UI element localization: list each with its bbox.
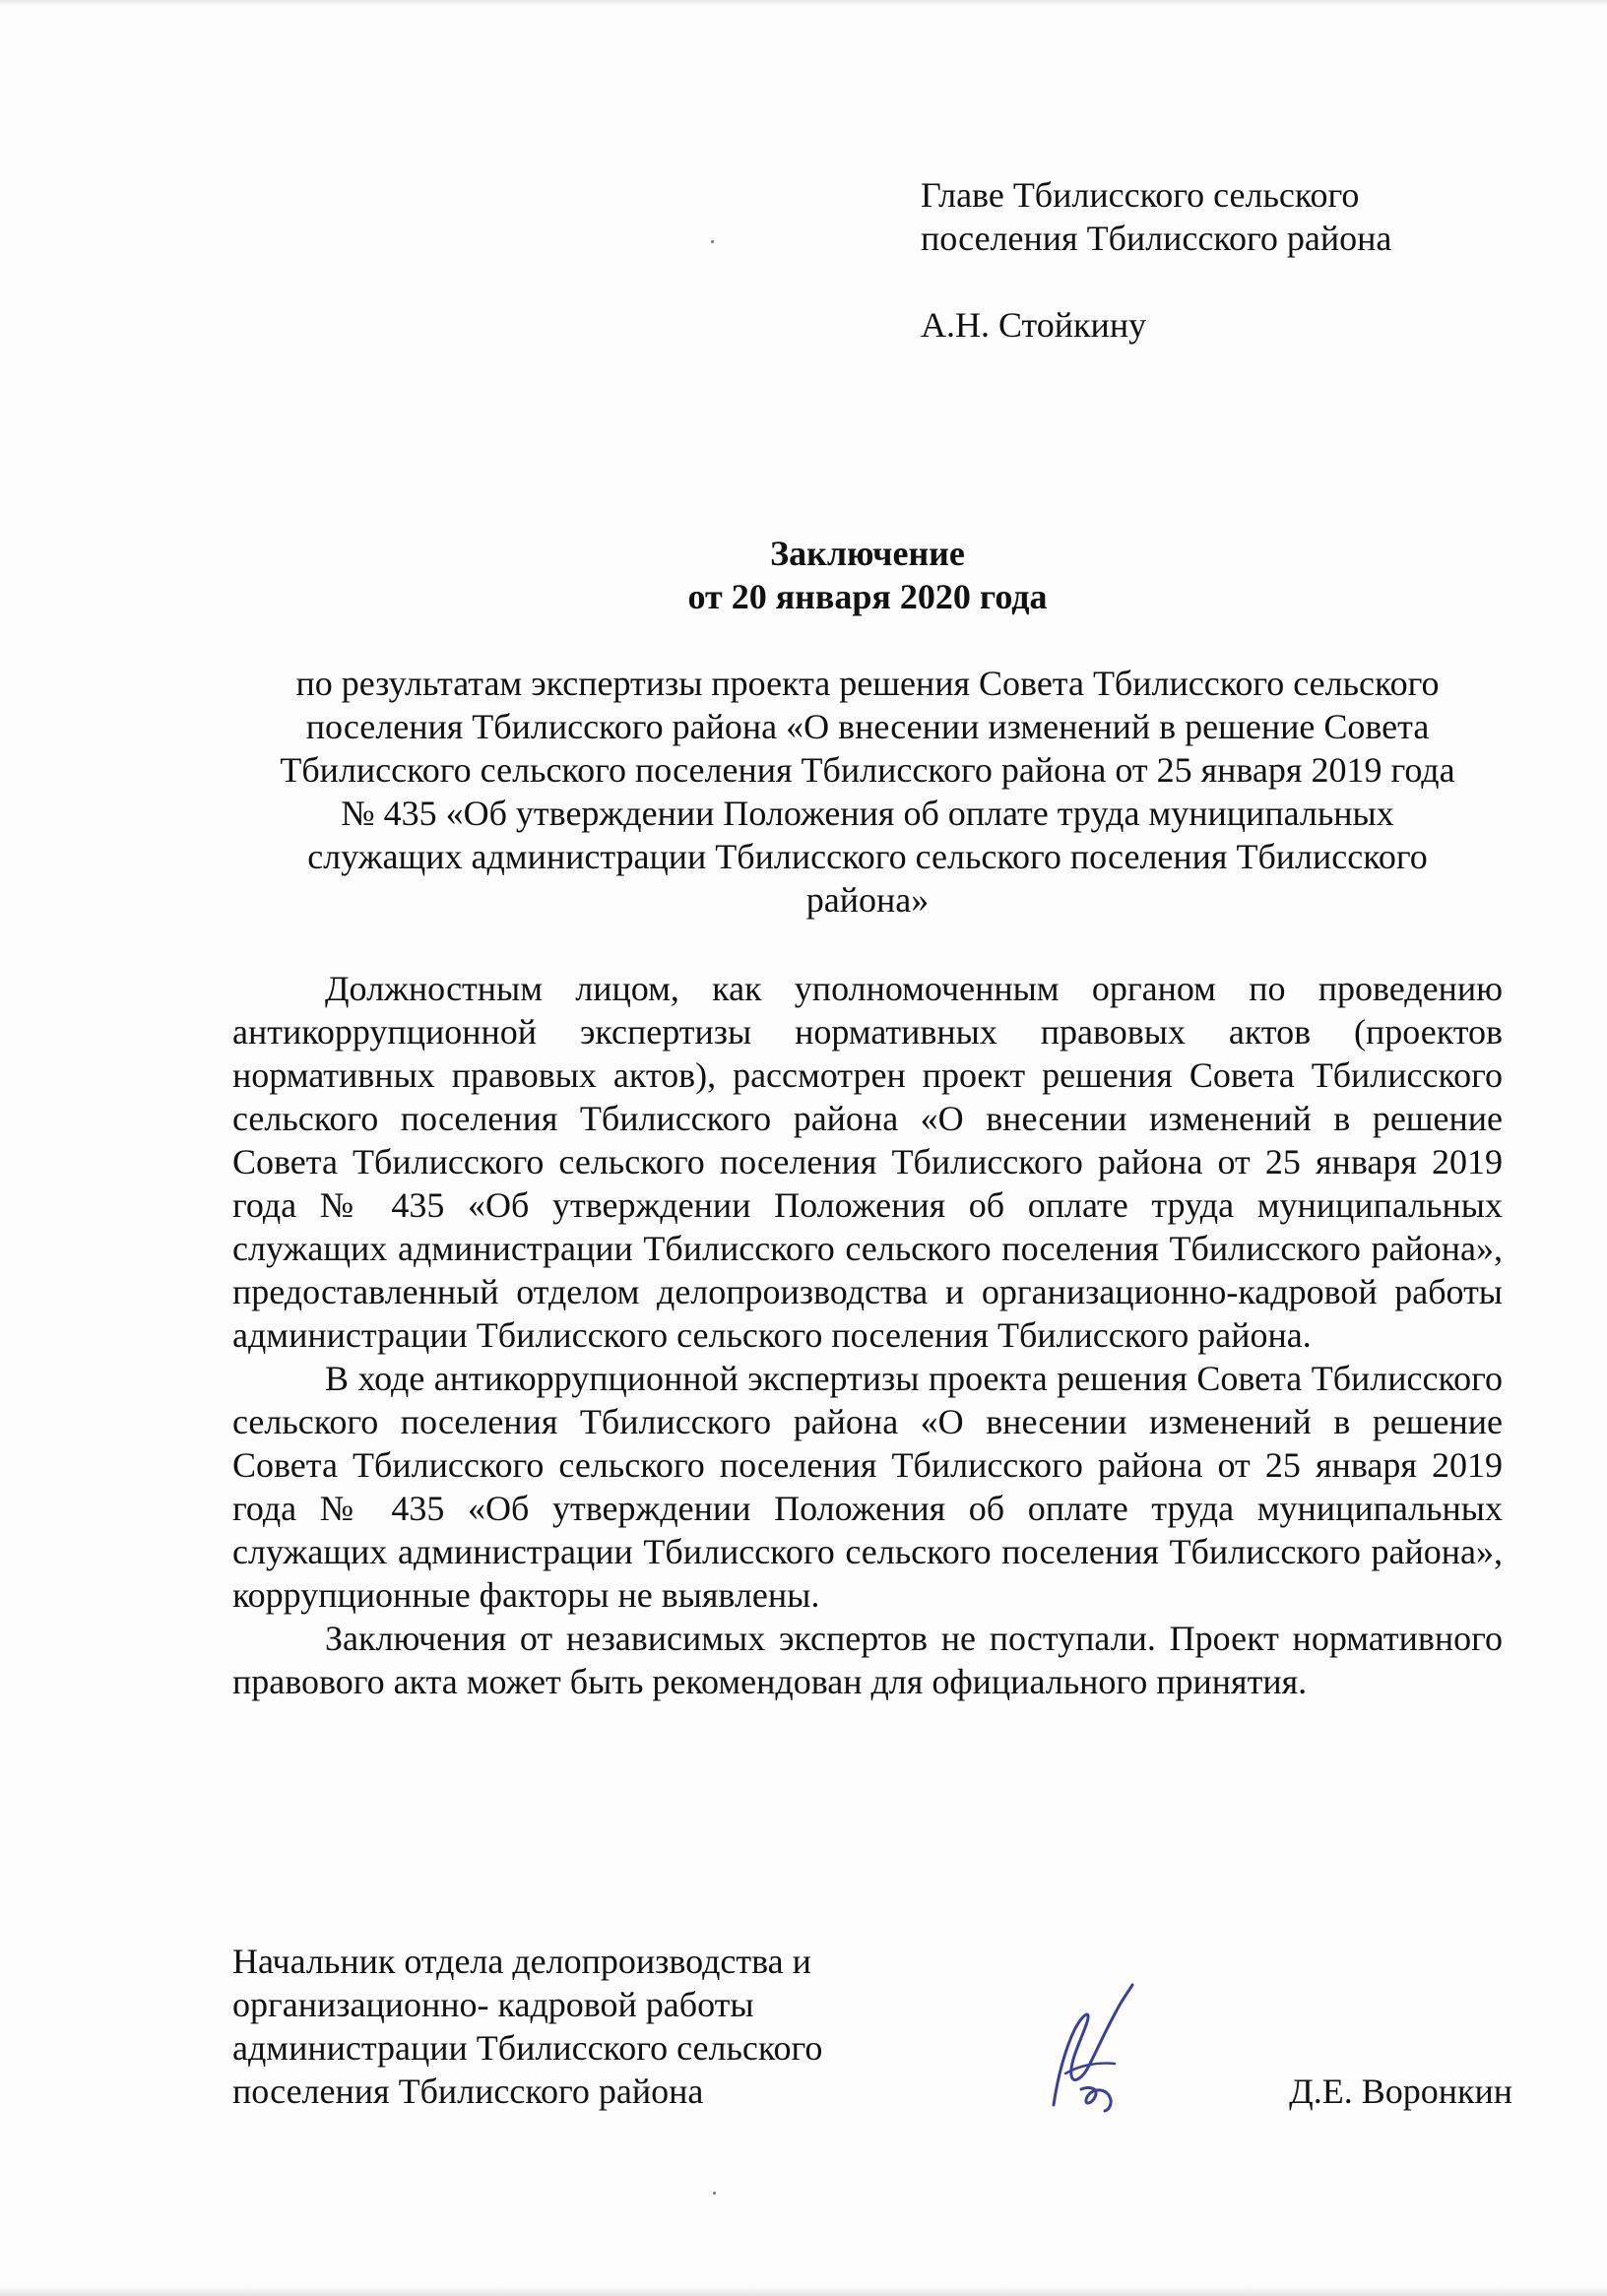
signer-position-line: администрации Тбилисского сельского: [232, 2028, 823, 2068]
subject-line: служащих администрации Тбилисского сельского поселения Тбилисского: [307, 837, 1428, 876]
addressee-block: [921, 173, 1531, 347]
document-subject: [232, 662, 1503, 922]
subject-line: района»: [805, 880, 930, 920]
signature-block: [232, 1940, 1512, 2137]
handwritten-signature: [1036, 1979, 1144, 2117]
addressee-name: А.Н. Стойкину: [921, 305, 1147, 345]
subject-line: по результатам экспертизы проекта решения Совета Тбилисского сельского: [295, 664, 1440, 703]
addressee-line: Главе Тбилисского сельского: [921, 175, 1360, 215]
subject-line: № 435 «Об утверждении Положения об оплате труда муниципальных: [341, 794, 1394, 833]
signer-name: Д.Е. Воронкин: [1289, 2072, 1512, 2111]
signature-stroke: [1054, 1985, 1132, 2105]
scan-speck: [711, 240, 714, 243]
scan-speck: [713, 2192, 716, 2195]
body-paragraph: В ходе антикоррупционной экспертизы проекта решения Совета Тбилисского сельского поселения Тбилисского района «О внесении изменений в решение Совета Тбилисского сельского поселения Тбилисского района от 25 января 2019 года № 435 «Об утверждении Положения об оплате труда муниципальных служащих администрации Тбилисского сельского поселения Тбилисского района», коррупционные факторы не выявлены.: [232, 1359, 1503, 1615]
signer-position-line: Начальник отдела делопроизводства и: [232, 1942, 811, 1981]
addressee-line: поселения Тбилисского района: [921, 219, 1392, 258]
subject-line: поселения Тбилисского района «О внесении изменений в решение Совета: [305, 707, 1430, 746]
signer-position-line: организационно- кадровой работы: [232, 1985, 754, 2024]
title-date: от 20 января 2020 года: [687, 577, 1048, 616]
scan-edge-bottom: [0, 2286, 1607, 2296]
title-heading: Заключение: [770, 534, 965, 573]
signer-position: [232, 1940, 981, 2113]
body-paragraph: Должностным лицом, как уполномоченным органом по проведению антикоррупционной экспертизы нормативных правовых актов (проектов нормативных правовых актов), рассмотрен проект решения Совета Тбилисского сельского поселения Тбилисского района «О внесении изменений в решение Совета Тбилисского сельского поселения Тбилисского района от 25 января 2019 года № 435 «Об утверждении Положения об оплате труда муниципальных служащих администрации Тбилисского сельского поселения Тбилисского района», предоставленный отделом делопроизводства и организационно-кадровой работы администрации Тбилисского сельского поселения Тбилисского района.: [232, 969, 1503, 1355]
document-title: [232, 532, 1503, 618]
body-paragraph: Заключения от независимых экспертов не поступали. Проект нормативного правового акта может быть рекомендован для официального принятия.: [232, 1619, 1503, 1701]
scan-edge-top: [0, 0, 1607, 6]
subject-line: Тбилисского сельского поселения Тбилисского района от 25 января 2019 года: [280, 750, 1455, 790]
document-body: [232, 967, 1503, 1703]
signature-stroke: [1081, 2087, 1111, 2111]
signer-position-line: поселения Тбилисского района: [232, 2072, 704, 2111]
